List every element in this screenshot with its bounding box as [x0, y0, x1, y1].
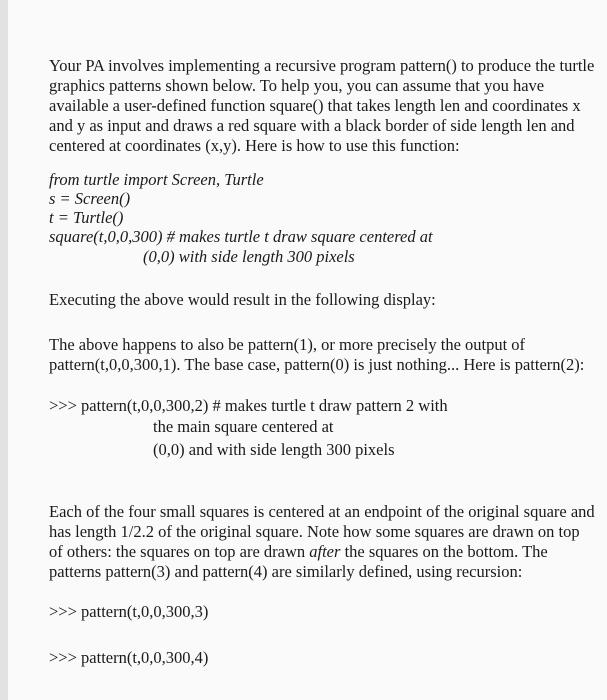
pattern2-code-line: >>> pattern(t,0,0,300,2) # makes turtle t draw pattern 2 with — [49, 396, 448, 415]
intro-line: graphics patterns shown below. To help you, you can assume that you have — [49, 76, 545, 95]
emphasis-after: after — [309, 542, 341, 561]
each-line — [49, 542, 548, 562]
executing-text: Executing the above would result in the following display: — [49, 290, 436, 309]
each-line: has length 1/2.2 of the original square. Note how some squares are drawn on top — [49, 522, 580, 541]
each-line: patterns pattern(3) and pattern(4) are similarly defined, using recursion: — [49, 562, 523, 581]
each-line: Each of the four small squares is centered at an endpoint of the original square and — [49, 502, 595, 521]
code-line: s = Screen() — [49, 189, 131, 208]
intro-line: Your PA involves implementing a recursive program pattern() to produce the turtle — [49, 56, 595, 75]
code-line: (0,0) with side length 300 pixels — [143, 247, 355, 266]
pattern2-code-line: (0,0) and with side length 300 pixels — [153, 440, 395, 459]
pattern3-code: >>> pattern(t,0,0,300,3) — [49, 602, 209, 621]
code-line: t = Turtle() — [49, 208, 124, 227]
intro-line: available a user-defined function square() that takes length len and coordinates x — [49, 96, 581, 115]
pattern2-code-line: the main square centered at — [153, 417, 334, 436]
left-margin-bar — [0, 0, 8, 700]
intro-line: and y as input and draws a red square with a black border of side length len and — [49, 116, 575, 135]
each-text: the squares on the bottom. The — [340, 542, 548, 561]
code-line: square(t,0,0,300) # makes turtle t draw square centered at — [49, 227, 433, 246]
each-text: of others: the squares on top are drawn — [49, 542, 310, 561]
pattern4-code: >>> pattern(t,0,0,300,4) — [49, 648, 209, 667]
pattern1-line: The above happens to also be pattern(1), or more precisely the output of — [49, 335, 526, 354]
pattern1-line: pattern(t,0,0,300,1). The base case, pattern(0) is just nothing... Here is pattern(2): — [49, 355, 585, 374]
code-line: from turtle import Screen, Turtle — [49, 170, 264, 189]
intro-line: centered at coordinates (x,y). Here is how to use this function: — [49, 136, 460, 155]
